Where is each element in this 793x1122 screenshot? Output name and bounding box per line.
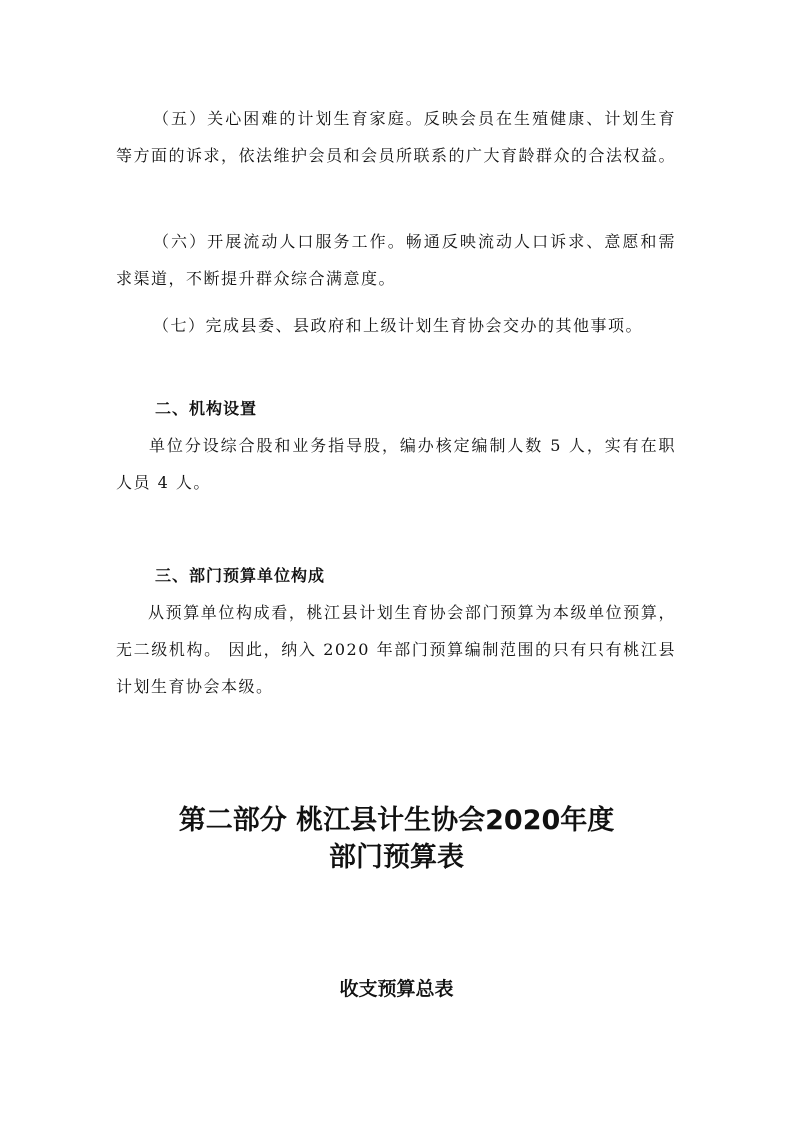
section-heading-budget-units: 三、部门预算单位构成	[155, 566, 326, 585]
part-title-line1: 第二部分 桃江县计生协会2020年度	[178, 805, 615, 836]
paragraph-item-6: （六）开展流动人口服务工作。畅通反映流动人口诉求、意愿和需求渠道，不断提升群众综合满意度。	[116, 232, 676, 288]
table-title: 收支预算总表	[339, 978, 454, 1000]
section-body-organization: 单位分设综合股和业务指导股，编办核定编制人数 5 人，实有在职人员 4 人。	[116, 436, 676, 492]
part-title-line2: 部门预算表	[329, 842, 464, 873]
section-heading-organization: 二、机构设置	[155, 399, 258, 418]
paragraph-item-7: （七）完成县委、县政府和上级计划生育协会交办的其他事项。	[153, 316, 644, 335]
section-body-budget-units: 从预算单位构成看，桃江县计划生育协会部门预算为本级单位预算，无二级机构。 因此，纳入 2020 年部门预算编制范围的只有只有桃江县计划生育协会本级。	[116, 603, 676, 696]
paragraph-item-5: （五）关心困难的计划生育家庭。反映会员在生殖健康、计划生育等方面的诉求，依法维护会员和会员所联系的广大育龄群众的合法权益。	[116, 109, 677, 165]
